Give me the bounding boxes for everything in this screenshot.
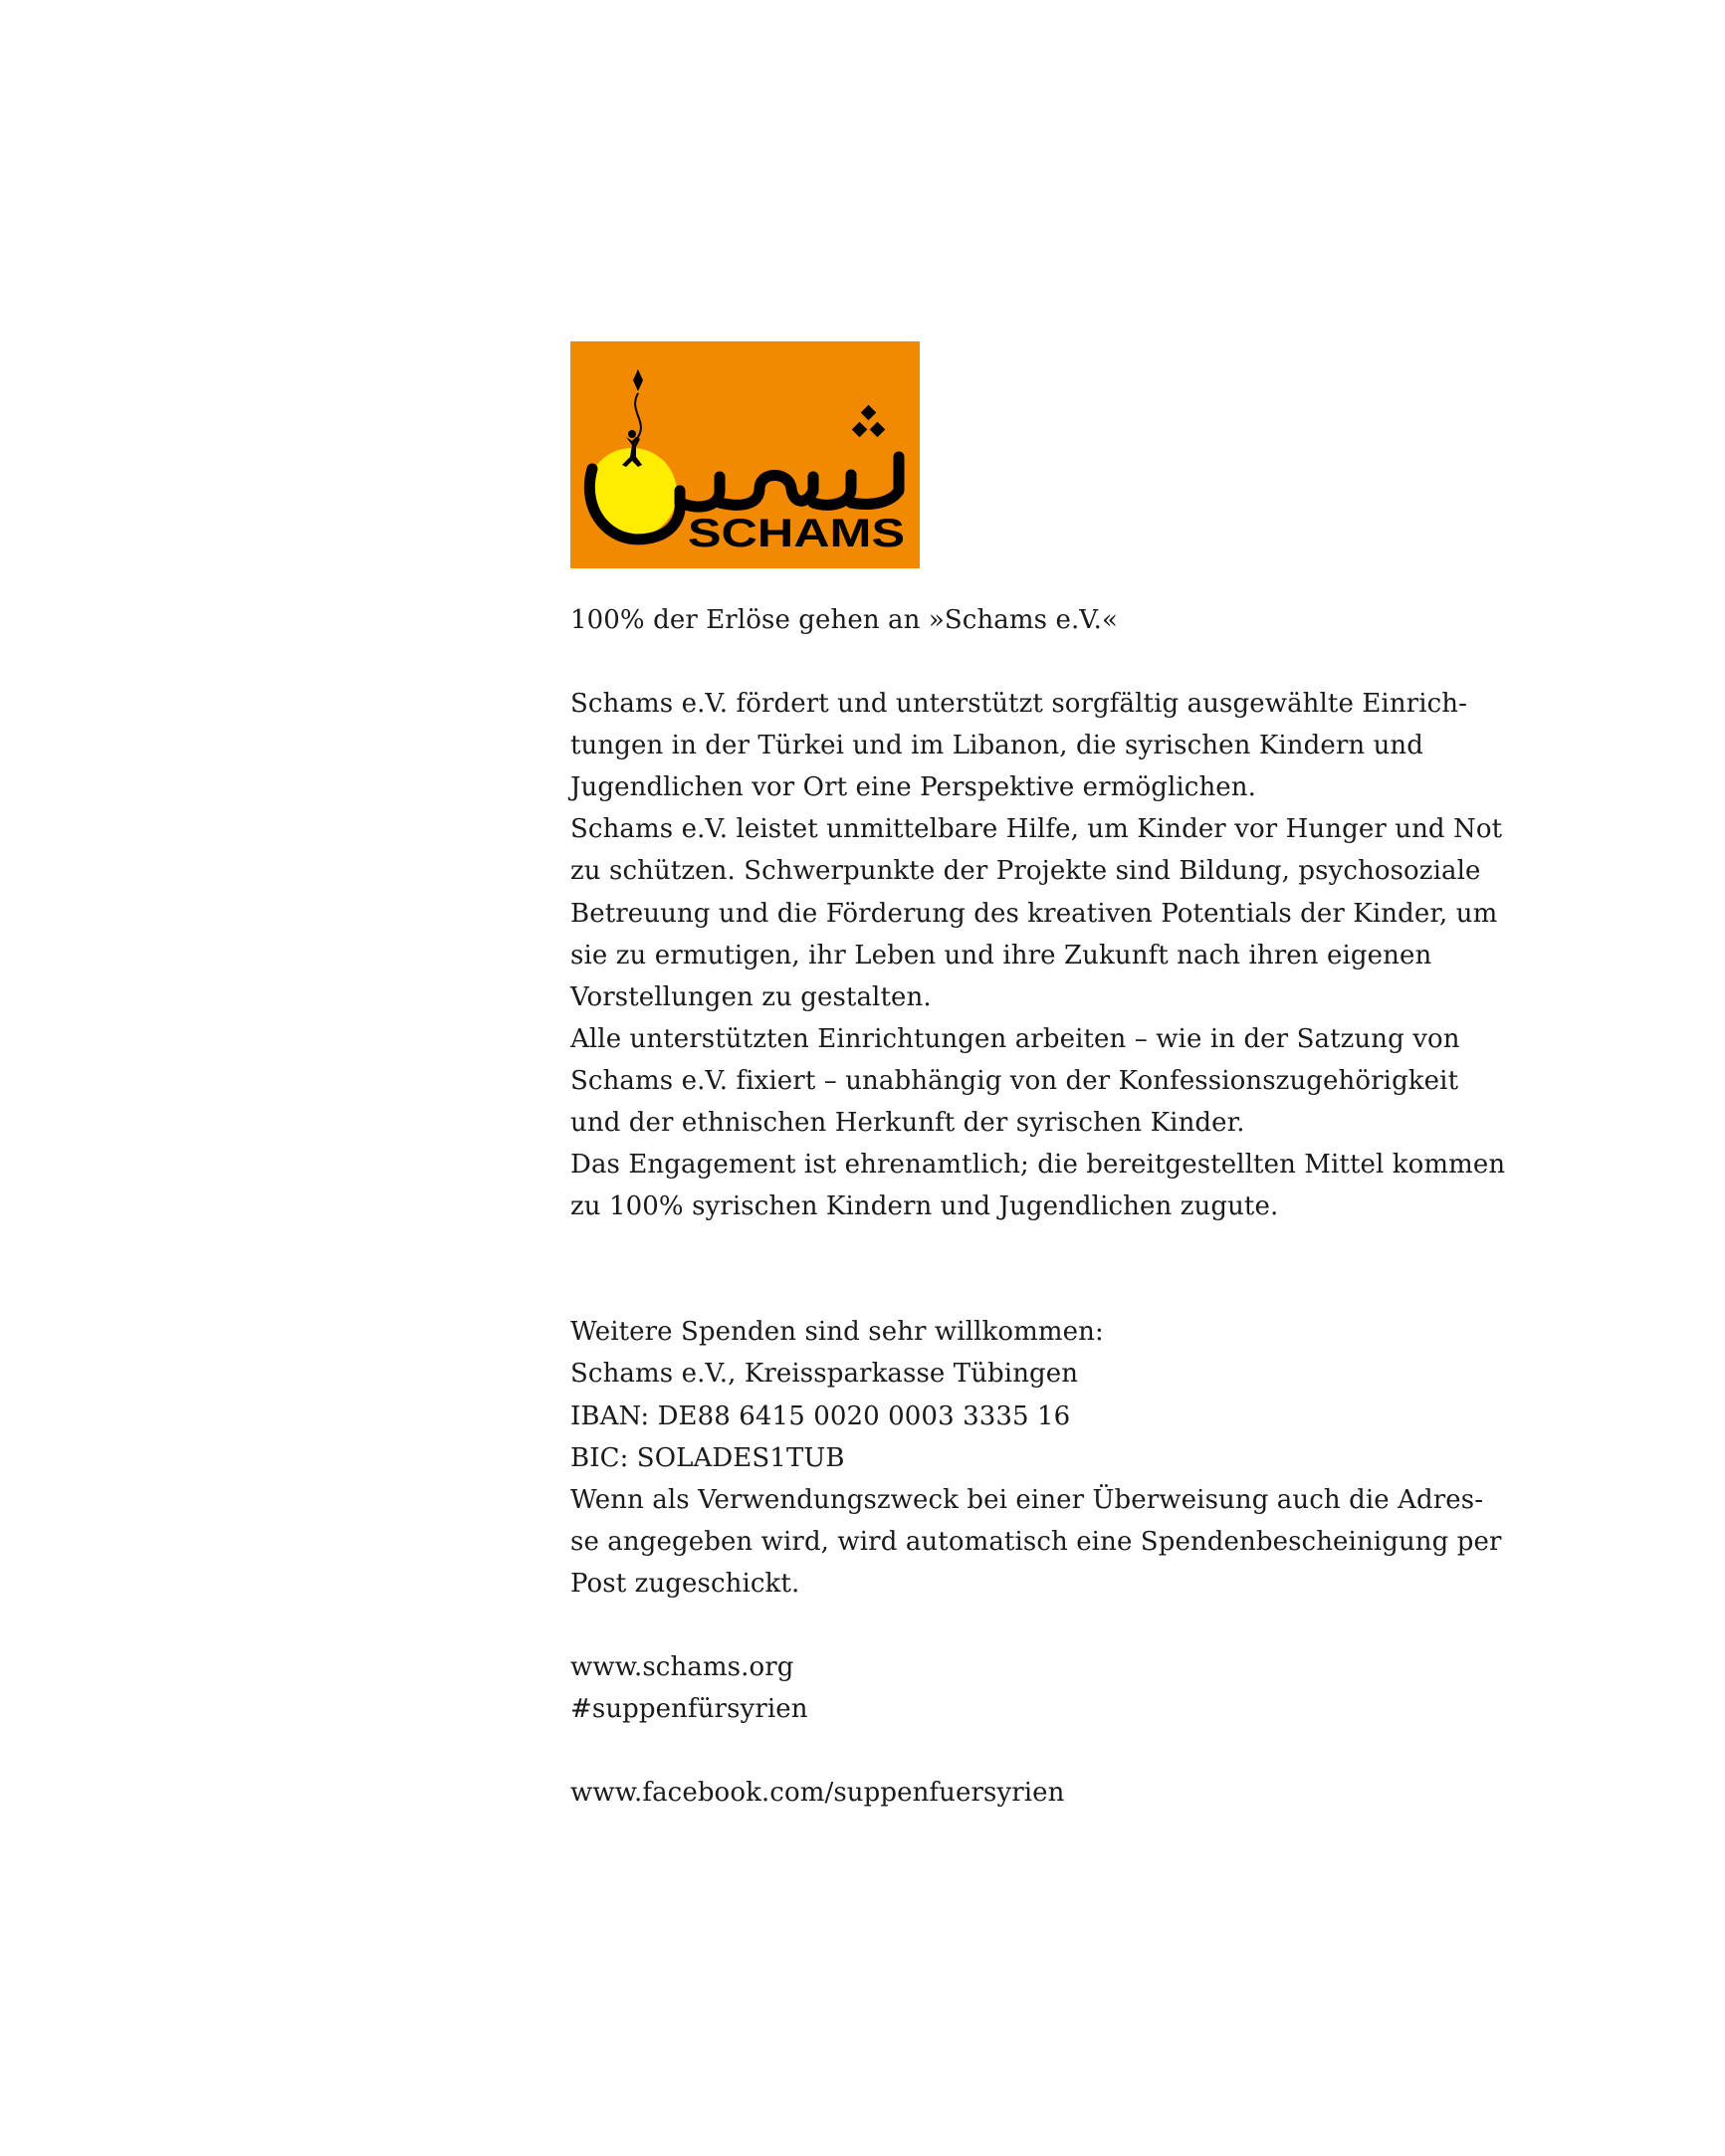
text-content (570, 599, 1506, 1814)
body-line: Schams e.V. leistet unmittelbare Hilfe, um Kinder vor Hunger und Not (570, 814, 1503, 845)
child-head-icon (628, 430, 636, 438)
hashtag-text: #suppenfürsyrien (570, 1694, 808, 1725)
body-line: und der ethnischen Herkunft der syrischen Kinder. (570, 1108, 1245, 1139)
donation-line: Weitere Spenden sind sehr willkommen: (570, 1317, 1104, 1348)
body-line: Schams e.V. fixiert – unabhängig von der Konfessionszugehörigkeit (570, 1065, 1459, 1096)
donation-line: Wenn als Verwendungszweck bei einer Überweisung auch die Adres- (570, 1484, 1484, 1515)
donation-section (570, 1311, 1502, 1605)
schams-logo-graphic (570, 341, 920, 568)
kite-icon (633, 369, 643, 391)
arabic-dot-top (861, 405, 877, 421)
body-line: Betreuung und die Förderung des kreativen Potentials der Kinder, um (570, 898, 1498, 929)
arabic-letters-stroke (680, 457, 899, 507)
body-line: zu schützen. Schwerpunkte der Projekte sind Bildung, psychosoziale (570, 856, 1481, 887)
schams-logo (570, 341, 920, 568)
facebook-link[interactable]: www.facebook.com/suppenfuersyrien (570, 1778, 1065, 1809)
intro-line: 100% der Erlöse gehen an »Schams e.V.« (570, 605, 1119, 635)
donation-line: se angegeben wird, wird automatisch eine Spendenbescheinigung per (570, 1526, 1502, 1557)
iban-line: IBAN: DE88 6415 0020 0003 3335 16 (570, 1401, 1071, 1431)
body-line: Jugendlichen vor Ort eine Perspektive ermöglichen. (570, 772, 1256, 803)
body-line: Vorstellungen zu gestalten. (570, 981, 932, 1012)
website-link[interactable]: www.schams.org (570, 1651, 794, 1682)
body-line: sie zu ermutigen, ihr Leben und ihre Zukunft nach ihren eigenen (570, 940, 1432, 970)
body-line: Das Engagement ist ehrenamtlich; die bereitgestellten Mittel kommen (570, 1150, 1506, 1181)
body-line: Alle unterstützten Einrichtungen arbeiten – wie in der Satzung von (570, 1023, 1460, 1054)
arabic-dot-right (870, 422, 886, 438)
body-line: zu 100% syrischen Kindern und Jugendlichen zugute. (570, 1191, 1279, 1222)
body-line: tungen in der Türkei und im Libanon, die syrischen Kindern und (570, 731, 1424, 761)
bic-line: BIC: SOLADES1TUB (570, 1442, 845, 1473)
donation-line: Schams e.V., Kreissparkasse Tübingen (570, 1359, 1079, 1390)
about-section (570, 683, 1506, 1227)
arabic-dot-left (852, 422, 868, 438)
logo-label: SCHAMS (688, 512, 905, 555)
donation-line: Post zugeschickt. (570, 1568, 800, 1599)
body-line: Schams e.V. fördert und unterstützt sorgfältig ausgewählte Einrich- (570, 689, 1468, 720)
